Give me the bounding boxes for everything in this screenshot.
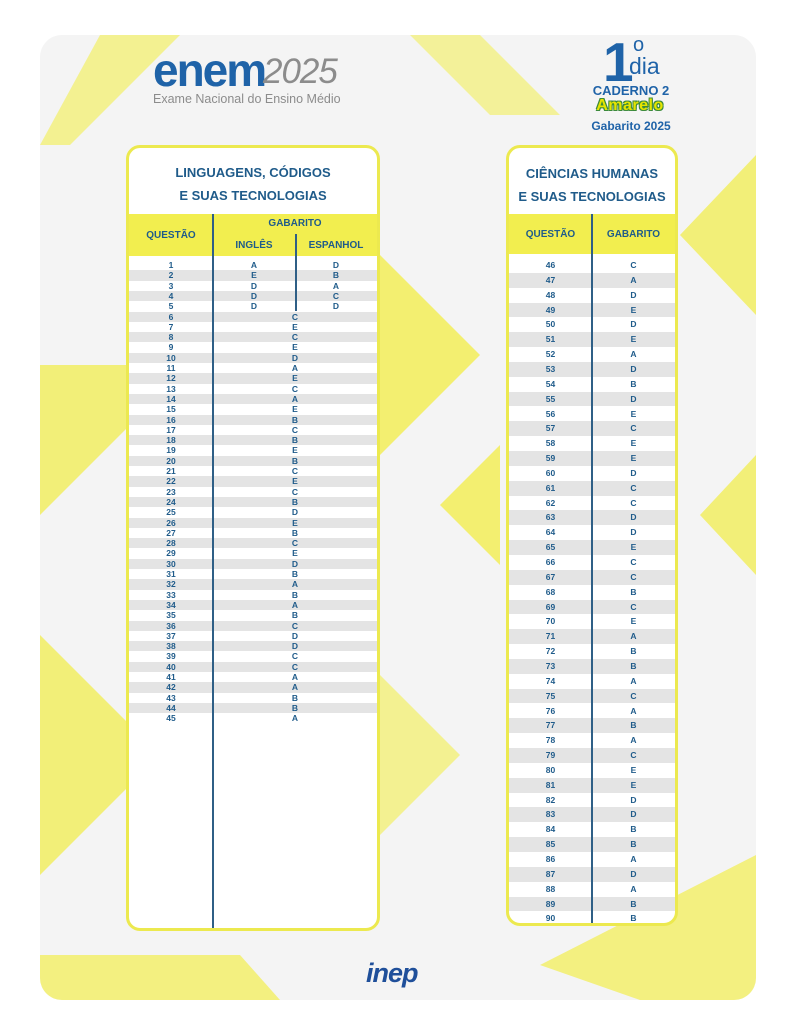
- table-row: [129, 610, 377, 620]
- table-row: [129, 548, 377, 558]
- table-row: [129, 322, 377, 332]
- answer: E: [292, 548, 298, 559]
- answer: A: [291, 579, 299, 590]
- table-row: [129, 497, 377, 507]
- table-row: [129, 260, 377, 270]
- table-row: [129, 363, 377, 373]
- question-number: 76: [545, 705, 556, 716]
- table-row: [129, 445, 377, 455]
- table-row: [129, 703, 377, 713]
- answer: D: [630, 393, 637, 404]
- answer: A: [630, 854, 637, 864]
- table-row: [129, 353, 377, 363]
- answer-espanhol: D: [332, 301, 340, 312]
- answer: E: [630, 408, 637, 419]
- table-row: [129, 507, 377, 517]
- answer: B: [630, 839, 637, 850]
- answer: D: [291, 352, 299, 363]
- question-number: 12: [166, 373, 176, 384]
- answer: B: [291, 610, 299, 621]
- answer: E: [292, 342, 298, 353]
- answer: D: [630, 809, 637, 820]
- col-questao: QUESTÃO: [525, 229, 576, 240]
- question-number: 10: [166, 352, 176, 363]
- question-number: 47: [545, 274, 556, 285]
- question-number: 63: [545, 512, 556, 523]
- answer: B: [630, 586, 637, 597]
- answer-espanhol: B: [332, 270, 340, 281]
- question-number: 72: [545, 646, 556, 657]
- question-number: 66: [545, 557, 556, 567]
- answer: E: [292, 476, 298, 487]
- enem-logo-year: 2025: [263, 52, 337, 91]
- question-number: 65: [545, 542, 556, 553]
- question-number: 49: [545, 304, 556, 315]
- question-number: 53: [545, 363, 556, 374]
- answer: D: [291, 641, 299, 652]
- question-number: 89: [545, 898, 556, 909]
- answer: D: [630, 363, 637, 374]
- question-number: 18: [166, 435, 176, 446]
- answer: C: [630, 260, 637, 270]
- question-number: 68: [545, 586, 556, 597]
- question-number: 71: [545, 631, 556, 642]
- question-number: 62: [545, 497, 556, 508]
- question-number: 2: [168, 270, 174, 281]
- answer: A: [291, 682, 299, 693]
- table-row: [129, 456, 377, 466]
- section2-title-line2: E SUAS TECNOLOGIAS: [518, 189, 666, 204]
- question-number: 38: [166, 641, 176, 652]
- language-divider: [295, 234, 297, 311]
- table-row: [129, 384, 377, 394]
- answer: C: [291, 424, 299, 435]
- table-row: [129, 291, 377, 301]
- answer: D: [291, 507, 299, 518]
- question-number: 29: [166, 548, 176, 559]
- answer: B: [630, 646, 637, 657]
- question-number: 81: [545, 779, 556, 790]
- question-number: 58: [545, 438, 556, 449]
- question-number: 33: [166, 589, 176, 600]
- answer-ingles: D: [250, 301, 258, 312]
- table-row: [129, 415, 377, 425]
- answer: C: [630, 571, 637, 582]
- question-number: 6: [168, 311, 174, 322]
- table-row: [129, 435, 377, 445]
- answer: B: [630, 913, 637, 924]
- question-number: 43: [166, 692, 176, 703]
- answer: D: [291, 558, 299, 569]
- question-number: 55: [545, 393, 556, 404]
- day-word: dia: [629, 53, 660, 79]
- answer: A: [630, 675, 637, 686]
- table-row: [129, 651, 377, 661]
- question-number: 75: [545, 690, 556, 701]
- col-ingles: INGLÊS: [235, 240, 273, 251]
- gabarito-year-label: Gabarito 2025: [591, 119, 671, 133]
- col-gabarito: GABARITO: [268, 218, 322, 229]
- table-row: [129, 281, 377, 291]
- answer: D: [630, 868, 637, 879]
- answer: A: [630, 883, 637, 894]
- caderno-label: CADERNO 2: [592, 83, 670, 98]
- table-row: [129, 538, 377, 548]
- section1-table-header: [129, 214, 377, 256]
- table-row: [129, 394, 377, 404]
- answer: E: [292, 321, 298, 332]
- question-number: 82: [545, 794, 556, 805]
- question-number: 8: [168, 332, 174, 343]
- section2-title-line1: CIÊNCIAS HUMANAS: [525, 166, 659, 181]
- answer: B: [630, 824, 637, 835]
- table-row: [129, 600, 377, 610]
- question-number: 21: [166, 466, 176, 476]
- question-number: 45: [166, 713, 176, 724]
- column-divider: [212, 214, 214, 928]
- enem-logo-word: enem: [153, 44, 266, 96]
- question-number: 74: [545, 675, 556, 686]
- question-number: 83: [545, 809, 556, 820]
- answer: C: [291, 466, 299, 476]
- answer-espanhol: C: [332, 290, 340, 301]
- question-number: 31: [166, 569, 176, 579]
- question-number: 86: [545, 854, 556, 864]
- table-row: [129, 528, 377, 538]
- question-number: 80: [545, 764, 556, 775]
- answer-espanhol: D: [332, 260, 340, 270]
- answer: B: [291, 692, 299, 703]
- answer: D: [630, 319, 637, 330]
- question-number: 22: [166, 476, 176, 487]
- answer-espanhol: A: [332, 280, 340, 291]
- question-number: 25: [166, 507, 176, 518]
- table-row: [129, 404, 377, 414]
- cor-label: Amarelo: [596, 97, 664, 114]
- table-row: [129, 332, 377, 342]
- table-row: [129, 641, 377, 651]
- answer: E: [292, 404, 298, 415]
- answer: C: [291, 538, 299, 549]
- inep-logo: inep: [366, 958, 418, 988]
- question-number: 78: [545, 735, 556, 746]
- answer: E: [292, 517, 298, 528]
- answer: C: [630, 750, 637, 761]
- answer-ingles: A: [250, 260, 258, 270]
- question-number: 30: [166, 558, 176, 569]
- question-number: 36: [166, 620, 176, 631]
- table-row: [129, 559, 377, 569]
- answer: B: [630, 378, 637, 389]
- question-number: 39: [166, 651, 176, 662]
- question-number: 51: [545, 334, 556, 345]
- table-row: [129, 301, 377, 311]
- table-row: [129, 466, 377, 476]
- column-divider: [591, 214, 593, 923]
- section1-title-line2: E SUAS TECNOLOGIAS: [179, 188, 327, 203]
- answer: C: [291, 620, 299, 631]
- answer: C: [291, 661, 299, 672]
- question-number: 26: [166, 517, 176, 528]
- question-number: 35: [166, 610, 176, 621]
- answer: C: [291, 332, 299, 343]
- question-number: 69: [545, 601, 556, 612]
- answer: A: [630, 274, 637, 285]
- question-number: 15: [166, 404, 176, 415]
- answer: B: [630, 720, 637, 731]
- question-number: 67: [545, 571, 556, 582]
- answer: A: [291, 713, 299, 724]
- question-number: 46: [545, 260, 556, 270]
- table-row: [129, 693, 377, 703]
- col-espanhol: ESPANHOL: [308, 240, 364, 251]
- question-number: 20: [166, 455, 176, 466]
- question-number: 34: [166, 599, 176, 610]
- panel-linguagens: [126, 145, 380, 931]
- answer: E: [630, 764, 637, 775]
- question-number: 23: [166, 486, 176, 497]
- question-number: 16: [166, 414, 176, 425]
- question-number: 60: [545, 467, 556, 478]
- answer: E: [292, 445, 298, 456]
- question-number: 13: [166, 383, 176, 394]
- answer: B: [291, 496, 299, 507]
- answer: B: [630, 898, 637, 909]
- question-number: 42: [166, 682, 176, 693]
- question-number: 44: [166, 702, 176, 713]
- question-number: 87: [545, 868, 556, 879]
- answer: E: [630, 438, 637, 449]
- answer: E: [630, 304, 637, 315]
- question-number: 14: [166, 393, 176, 404]
- table-row: [129, 682, 377, 692]
- answer-ingles: D: [250, 280, 258, 291]
- answer: A: [291, 393, 299, 404]
- table-row: [129, 312, 377, 322]
- question-number: 7: [168, 321, 174, 332]
- answer: D: [630, 467, 637, 478]
- table-row: [129, 476, 377, 486]
- answer-ingles: E: [251, 270, 257, 281]
- question-number: 17: [166, 424, 176, 435]
- question-number: 40: [166, 661, 176, 672]
- answer: A: [630, 349, 637, 360]
- answer: C: [630, 497, 637, 508]
- table-row: [129, 270, 377, 280]
- table-row: [129, 342, 377, 352]
- col-gabarito: GABARITO: [606, 229, 661, 240]
- answer: E: [630, 616, 637, 627]
- question-number: 73: [545, 660, 556, 671]
- table-row: [129, 662, 377, 672]
- table-row: [129, 713, 377, 723]
- col-questao: QUESTÃO: [146, 230, 196, 241]
- question-number: 11: [166, 363, 176, 373]
- answer: B: [291, 414, 299, 425]
- answer: C: [630, 482, 637, 493]
- answer: A: [291, 599, 299, 610]
- question-number: 19: [166, 445, 176, 456]
- answer: C: [291, 651, 299, 662]
- answer: B: [291, 702, 299, 713]
- answer: E: [292, 373, 298, 384]
- day-ordinal: o: [633, 35, 645, 56]
- question-number: 41: [166, 672, 176, 682]
- table-row: [129, 373, 377, 383]
- answer: B: [630, 660, 637, 671]
- answer: D: [630, 527, 637, 538]
- question-number: 56: [545, 408, 556, 419]
- question-number: 9: [168, 342, 174, 353]
- answer: C: [630, 557, 637, 567]
- answer: B: [291, 527, 299, 538]
- answer: A: [630, 705, 637, 716]
- table-row: [129, 672, 377, 682]
- question-number: 48: [545, 289, 556, 300]
- question-number: 28: [166, 538, 176, 549]
- answer: C: [630, 601, 637, 612]
- logo-subtitle: Exame Nacional do Ensino Médio: [153, 92, 341, 106]
- answer: A: [630, 631, 637, 642]
- question-number: 24: [166, 496, 176, 507]
- question-number: 79: [545, 750, 556, 761]
- answer: A: [291, 363, 299, 373]
- table-row: [129, 487, 377, 497]
- question-number: 61: [545, 482, 556, 493]
- answer: A: [630, 735, 637, 746]
- answer: E: [630, 453, 637, 464]
- answer: C: [630, 423, 637, 434]
- question-number: 77: [545, 720, 556, 731]
- question-number: 54: [545, 378, 556, 389]
- question-number: 27: [166, 527, 176, 538]
- answer: E: [630, 334, 637, 345]
- day-number: 1: [603, 35, 634, 93]
- question-number: 70: [545, 616, 556, 627]
- answer: D: [630, 512, 637, 523]
- question-number: 50: [545, 319, 556, 330]
- question-number: 59: [545, 453, 556, 464]
- panel-ciencias-humanas: [506, 145, 678, 926]
- answer: C: [291, 486, 299, 497]
- answer: B: [291, 435, 299, 446]
- question-number: 1: [168, 260, 174, 270]
- table-row: [129, 579, 377, 589]
- table-row: [129, 621, 377, 631]
- question-number: 52: [545, 349, 556, 360]
- question-number: 3: [168, 280, 174, 291]
- answer: D: [630, 289, 637, 300]
- section1-title-line1: LINGUAGENS, CÓDIGOS: [175, 165, 331, 180]
- answer: C: [291, 383, 299, 394]
- question-number: 64: [545, 527, 556, 538]
- question-number: 90: [545, 913, 556, 924]
- answer: E: [630, 779, 637, 790]
- question-number: 32: [166, 579, 176, 590]
- question-number: 4: [168, 290, 174, 301]
- table-row: [129, 569, 377, 579]
- answer: B: [291, 455, 299, 466]
- answer: D: [291, 630, 299, 641]
- answer-ingles: D: [250, 290, 258, 301]
- answer: C: [291, 311, 299, 322]
- answer-key-page: [40, 35, 756, 1000]
- table-row: [129, 631, 377, 641]
- answer: C: [630, 690, 637, 701]
- answer: B: [291, 589, 299, 600]
- answer: B: [291, 569, 299, 579]
- question-number: 57: [545, 423, 556, 434]
- table-row: [129, 590, 377, 600]
- answer: E: [630, 542, 637, 553]
- answer: A: [291, 672, 299, 682]
- answer: D: [630, 794, 637, 805]
- question-number: 85: [545, 839, 556, 850]
- question-number: 84: [545, 824, 556, 835]
- question-number: 88: [545, 883, 556, 894]
- table-row: [129, 425, 377, 435]
- question-number: 5: [168, 301, 174, 312]
- question-number: 37: [166, 630, 176, 641]
- table-row: [129, 518, 377, 528]
